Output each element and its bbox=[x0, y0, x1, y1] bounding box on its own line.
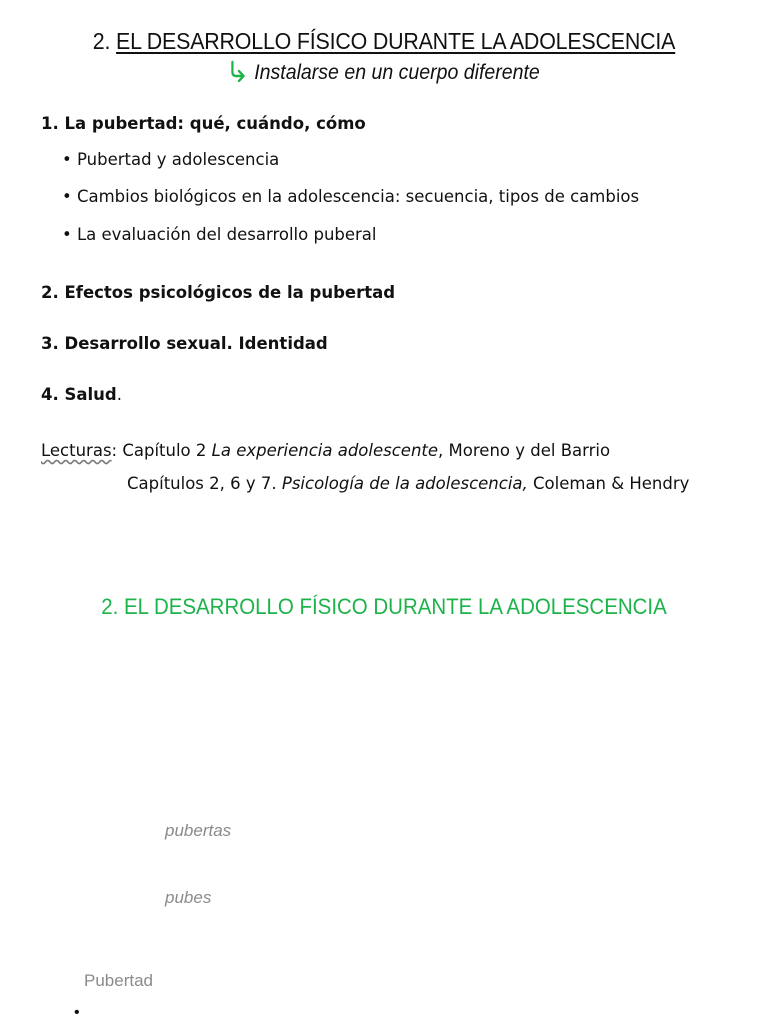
bullet-item: • La evaluación del desarrollo puberal bbox=[62, 225, 377, 244]
section-3-heading: 3. Desarrollo sexual. Identidad bbox=[41, 334, 328, 353]
readings-line-2 bbox=[127, 474, 689, 493]
readings-line2-prefix: Capítulos 2, 6 y 7. bbox=[127, 474, 282, 493]
readings-line2-suffix: Coleman & Hendry bbox=[527, 474, 690, 493]
readings-label: Lecturas bbox=[41, 441, 112, 460]
readings-line1-suffix: , Moreno y del Barrio bbox=[438, 441, 611, 460]
readings-line1-title: La experiencia adolescente bbox=[211, 441, 439, 460]
page-title bbox=[27, 28, 741, 55]
bullet-item: • Cambios biológicos en la adolescencia: secuencia, tipos de cambios bbox=[62, 187, 640, 206]
readings-line1-prefix: : Capítulo 2 bbox=[111, 441, 212, 460]
readings-line-1 bbox=[41, 441, 610, 460]
title-text: EL DESARROLLO FÍSICO DURANTE LA ADOLESCENCIA bbox=[116, 28, 676, 54]
bullet-dot: • bbox=[74, 1004, 80, 1021]
section-1-heading: 1. La pubertad: qué, cuándo, cómo bbox=[41, 114, 366, 133]
section-4-label: 4. Salud bbox=[41, 385, 117, 404]
green-arrow-icon bbox=[228, 61, 254, 84]
etymology-word: pubertas bbox=[165, 821, 232, 840]
page-subtitle bbox=[27, 60, 741, 85]
title-number: 2. bbox=[92, 28, 111, 54]
section-2-heading: 2. Efectos psicológicos de la pubertad bbox=[41, 283, 396, 302]
subtitle-text: Instalarse en un cuerpo diferente bbox=[254, 61, 540, 84]
etymology-word: pubes bbox=[165, 888, 212, 907]
term-label: Pubertad bbox=[84, 971, 153, 990]
readings-line2-title: Psicología de la adolescencia, bbox=[281, 474, 528, 493]
slide-2-title: 2. EL DESARROLLO FÍSICO DURANTE LA ADOLESCENCIA bbox=[101, 594, 667, 619]
section-4-punct: . bbox=[116, 385, 122, 404]
section-4-heading bbox=[41, 385, 122, 404]
bullet-item: • Pubertad y adolescencia bbox=[62, 150, 280, 169]
